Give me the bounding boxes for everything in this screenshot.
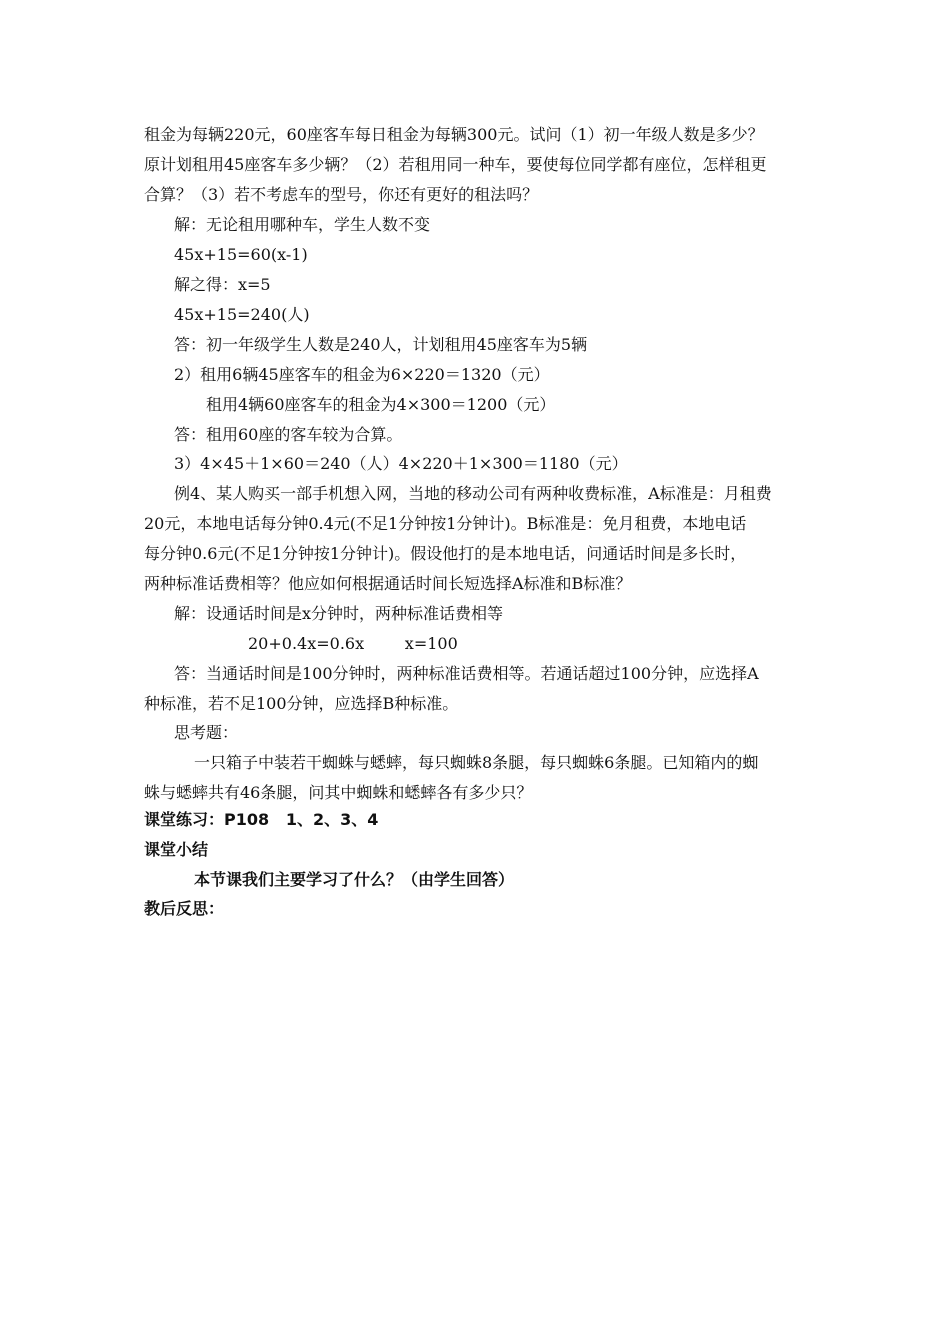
text-line: 思考题： xyxy=(174,723,239,742)
text-line: 租用4辆60座客车的租金为4×300＝1200（元） xyxy=(206,395,556,414)
equation-line: 45x+15=60(x-1) xyxy=(174,245,308,264)
text-line: 答：租用60座的客车较为合算。 xyxy=(174,425,403,444)
text-line: 2）租用6辆45座客车的租金为6×220＝1320（元） xyxy=(174,365,550,384)
equation-line: 45x+15=240(人) xyxy=(174,305,310,324)
section-heading: 教后反思： xyxy=(144,899,225,918)
text-line: 两种标准话费相等？他应如何根据通话时间长短选择A标准和B标准？ xyxy=(144,574,632,593)
section-heading: 课堂小结 xyxy=(144,840,209,859)
text-line: 答：当通话时间是100分钟时，两种标准话费相等。若通话超过100分钟，应选择A xyxy=(174,664,759,683)
text-line: 20元，本地电话每分钟0.4元(不足1分钟按1分钟计)。B标准是：免月租费，本地电话 xyxy=(144,514,747,533)
text-line: 原计划租用45座客车多少辆？（2）若租用同一种车，要使每位同学都有座位，怎样租更 xyxy=(144,155,767,174)
text-line: 合算？（3）若不考虑车的型号，你还有更好的租法吗？ xyxy=(144,185,539,204)
text-line: 答：初一年级学生人数是240人，计划租用45座客车为5辆 xyxy=(174,335,588,354)
text-line: 种标准，若不足100分钟，应选择B种标准。 xyxy=(144,694,459,713)
text-line: 解之得：x=5 xyxy=(174,275,271,294)
text-line: 例4、某人购买一部手机想入网，当地的移动公司有两种收费标准，A标准是：月租费 xyxy=(174,484,772,503)
text-line: 一只箱子中装若干蜘蛛与蟋蟀，每只蜘蛛8条腿，每只蜘蛛6条腿。已知箱内的蜘 xyxy=(194,753,759,772)
text-line: 每分钟0.6元(不足1分钟按1分钟计)。假设他打的是本地电话，问通话时间是多长时， xyxy=(144,544,747,563)
text-line: 解：设通话时间是x分钟时，两种标准话费相等 xyxy=(174,604,504,623)
section-heading: 课堂练习：P108 1、2、3、4 xyxy=(144,810,379,829)
text-line: 本节课我们主要学习了什么？（由学生回答） xyxy=(194,870,515,889)
text-line: 3）4×45＋1×60＝240（人）4×220＋1×300＝1180（元） xyxy=(174,454,628,473)
text-line: 蛛与蟋蟀共有46条腿，问其中蜘蛛和蟋蟀各有多少只？ xyxy=(144,783,533,802)
text-line: 解：无论租用哪种车，学生人数不变 xyxy=(174,215,431,234)
equation-line: 20+0.4x=0.6x x=100 xyxy=(248,634,458,653)
text-line: 租金为每辆220元，60座客车每日租金为每辆300元。试问（1）初一年级人数是多少？ xyxy=(144,125,764,144)
